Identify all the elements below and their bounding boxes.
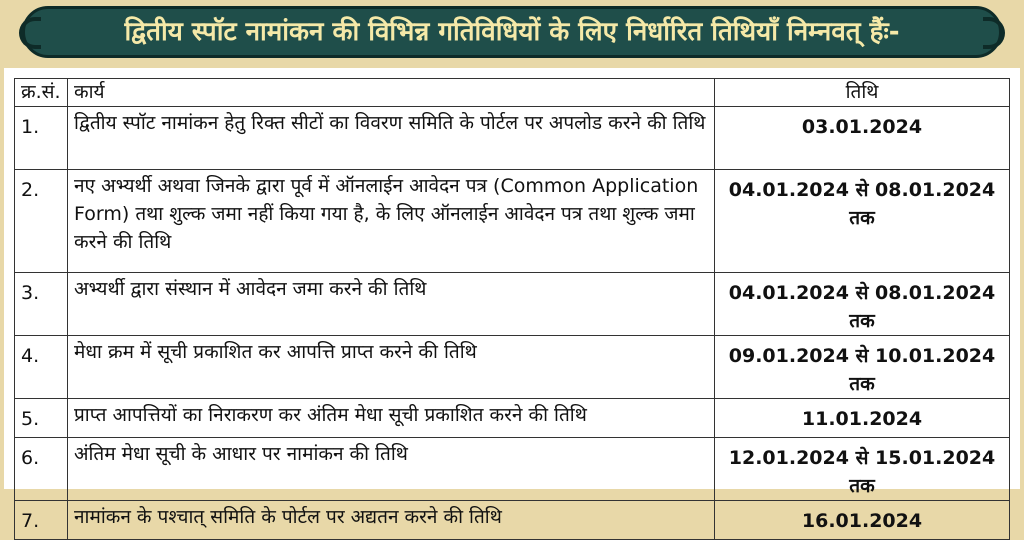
row-date: 11.01.2024 xyxy=(715,399,1010,438)
row-sno: 3. xyxy=(15,273,68,336)
row-task: नामांकन के पश्चात् समिति के पोर्टल पर अद्यतन करने की तिथि xyxy=(68,501,715,540)
table-row xyxy=(15,170,1010,273)
header-task: कार्य xyxy=(68,79,715,107)
table-row xyxy=(15,438,1010,501)
row-date: 03.01.2024 xyxy=(715,107,1010,170)
row-sno: 2. xyxy=(15,170,68,273)
table-row xyxy=(15,501,1010,540)
title-banner xyxy=(22,6,1002,58)
schedule-document xyxy=(4,68,1020,532)
row-date: 04.01.2024 से 08.01.2024 तक xyxy=(715,170,1010,273)
table-row xyxy=(15,336,1010,399)
table-row xyxy=(15,107,1010,170)
row-task: मेधा क्रम में सूची प्रकाशित कर आपत्ति प्राप्त करने की तिथि xyxy=(68,336,715,399)
table-row xyxy=(15,399,1010,438)
row-date: 12.01.2024 से 15.01.2024 तक xyxy=(715,438,1010,501)
row-sno: 4. xyxy=(15,336,68,399)
table-row xyxy=(15,273,1010,336)
row-sno: 7. xyxy=(15,501,68,540)
row-date: 16.01.2024 xyxy=(715,501,1010,540)
row-task: अंतिम मेधा सूची के आधार पर नामांकन की तिथि xyxy=(68,438,715,501)
row-task: द्वितीय स्पॉट नामांकन हेतु रिक्त सीटों का विवरण समिति के पोर्टल पर अपलोड करने की तिथि xyxy=(68,107,715,170)
row-date: 09.01.2024 से 10.01.2024 तक xyxy=(715,336,1010,399)
banner-title: द्वितीय स्पॉट नामांकन की विभिन्न गतिविधियों के लिए निर्धारित तिथियाँ निम्नवत् हैंः- xyxy=(124,17,900,47)
row-date: 04.01.2024 से 08.01.2024 तक xyxy=(715,273,1010,336)
row-task: नए अभ्यर्थी अथवा जिनके द्वारा पूर्व में ऑनलाईन आवेदन पत्र (Common Application Form) तथा शुल्क जमा नहीं किया गया है, के लिए ऑनलाईन आवेदन पत्र तथा शुल्क जमा करने की तिथि xyxy=(68,170,715,273)
row-task: अभ्यर्थी द्वारा संस्थान में आवेदन जमा करने की तिथि xyxy=(68,273,715,336)
header-sno: क्र.सं. xyxy=(15,79,68,107)
row-sno: 5. xyxy=(15,399,68,438)
row-sno: 1. xyxy=(15,107,68,170)
row-sno: 6. xyxy=(15,438,68,501)
table-header-row xyxy=(15,79,1010,107)
row-task: प्राप्त आपत्तियों का निराकरण कर अंतिम मेधा सूची प्रकाशित करने की तिथि xyxy=(68,399,715,438)
header-date: तिथि xyxy=(715,79,1010,107)
schedule-table xyxy=(14,78,1010,540)
